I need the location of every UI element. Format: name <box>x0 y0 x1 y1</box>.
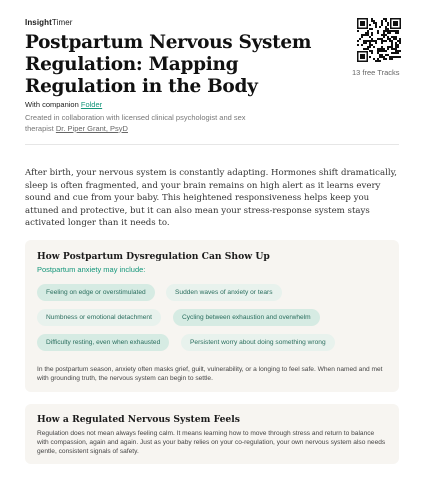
regulated-body: Regulation does not mean always feeling calm. It means learning how to move through stress and return to balance with compassion, again and again. Just as your baby relies on your co-regulation, your own nervous system also needs gentle, consistent signals of safety. <box>37 430 386 455</box>
dysregulation-card <box>25 240 399 392</box>
logo-text-insight: Insight <box>25 18 52 27</box>
symptom-chip: Difficulty resting, even when exhausted <box>37 334 169 351</box>
collaboration-credit <box>25 113 255 134</box>
page-title: Postpartum Nervous System Regulation: Mapping Regulation in the Body <box>25 32 312 97</box>
free-tracks-count: 13 free Tracks <box>352 68 400 77</box>
intro-paragraph: After birth, your nervous system is constantly adapting. Hormones shift dramatically, sleep is often fragmented, and your brain remains on high alert as it learns every sound and cue from your baby. This heightened responsiveness helps keep you attuned and protective, but it can also mean your stress-response system stays activated longer than it needs to. <box>25 168 398 229</box>
dysregulation-note: In the postpartum season, anxiety often masks grief, guilt, vulnerability, or a longing to feel safe. When named and met with grounding truth, the nervous system can begin to settle. <box>37 366 383 382</box>
regulated-card <box>25 404 399 464</box>
symptom-chip: Persistent worry about doing something wrong <box>181 334 335 351</box>
collaboration-text: Created in collaboration with licensed clinical psychologist and sex therapist <box>25 113 246 133</box>
insight-timer-logo[interactable] <box>25 18 73 27</box>
divider <box>25 144 399 145</box>
author-link[interactable]: Dr. Piper Grant, PsyD <box>55 123 128 133</box>
logo-text-timer: Timer <box>51 18 73 27</box>
companion-folder-link[interactable]: Folder <box>80 100 103 109</box>
companion-line <box>25 100 102 109</box>
companion-label: With companion <box>25 100 79 109</box>
qr-code[interactable] <box>357 18 401 62</box>
symptom-chip: Feeling on edge or overstimulated <box>37 284 155 301</box>
dysregulation-heading: How Postpartum Dysregulation Can Show Up <box>37 251 270 262</box>
dysregulation-subheading: Postpartum anxiety may include: <box>37 265 146 274</box>
symptom-chip: Cycling between exhaustion and overwhelm <box>173 309 320 326</box>
symptom-chip: Sudden waves of anxiety or tears <box>166 284 282 301</box>
symptom-chip: Numbness or emotional detachment <box>37 309 161 326</box>
regulated-heading: How a Regulated Nervous System Feels <box>37 414 240 425</box>
